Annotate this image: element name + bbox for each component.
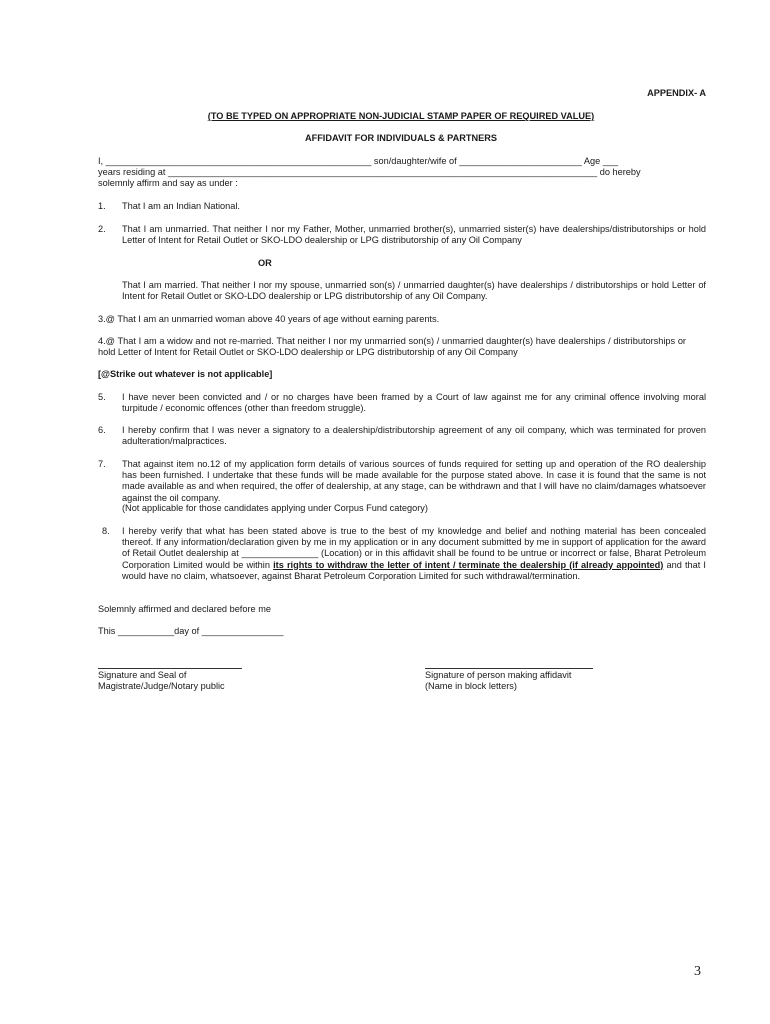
item-4-text: 4.@ That I am a widow and not re-married. That neither I nor my unmarried son(s) / unmarried daughter(s) have dealerships / distributorships or hold Letter of Intent for Retail Outlet or SKO-LDO dealership or LPG distributorship of any Oil Company [98,336,686,358]
item-2-text: That I am unmarried. That neither I nor my Father, Mother, unmarried brother(s), unmarried sister(s) have dealerships/distributorships or hold Letter of Intent for Retail Outlet or SKO-LDO dealership or LPG distributorship of any Oil Company [122,224,706,246]
left-signature-label-1: Signature and Seal of [98,670,187,680]
item-1-number: 1. [98,201,106,211]
strike-out-note: [@Strike out whatever is not applicable] [98,369,273,379]
item-6-text: I hereby confirm that I was never a signatory to a dealership/distributorship agreement of any oil company, which was terminated for proven adulteration/malpractices. [122,425,706,447]
affidavit-title: AFFIDAVIT FOR INDIVIDUALS & PARTNERS [304,133,498,143]
stamp-paper-note: (TO BE TYPED ON APPROPRIATE NON-JUDICIAL STAMP PAPER OF REQUIRED VALUE) [207,111,595,121]
item-8-bold-clause: its rights to withdraw the letter of intent / terminate the dealership (if already appointed) [273,559,664,570]
item-7-note: (Not applicable for those candidates applying under Corpus Fund category) [122,503,428,513]
intro-line-2: years residing at ____________________________________________________________________________________ do hereby [98,167,641,177]
item-5-text: I have never been convicted and / or no charges have been framed by a Court of law against me for any criminal offence involving moral turpitude / economic offences (other than freedom struggle). [122,392,706,414]
right-signature-label-1: Signature of person making affidavit [425,670,572,680]
item-5-number: 5. [98,392,106,402]
item-8-number: 8. [102,526,110,536]
item-7-text: That against item no.12 of my application form details of various sources of funds required for setting up and operation of the RO dealership has been furnished. I undertake that these funds will be made available for the purpose stated above. In case it is found that the same is not made available as and when required, the offer of dealership, at any stage, can be withdrawn and that I will have no claim/damages whatsoever against the oil company. [122,459,706,503]
right-signature-label-2: (Name in block letters) [425,681,517,691]
page-number: 3 [694,964,701,979]
date-line: This ___________day of ________________ [98,626,284,636]
appendix-label: APPENDIX- A [647,88,706,98]
item-6-number: 6. [98,425,106,435]
intro-line-1: I, ____________________________________________________ son/daughter/wife of ________________________ Age ___ [98,156,619,166]
item-8-text [122,526,706,582]
item-1-text: That I am an Indian National. [122,201,240,211]
left-signature-line [98,668,242,669]
item-8-text-b: and that I would have no claim, whatsoever, against Bharat Petroleum Corporation Limited for such withdrawal/termination. [122,559,706,581]
affirmed-statement: Solemnly affirmed and declared before me [98,604,271,614]
or-separator: OR [258,258,272,268]
item-3-text: 3.@ That I am an unmarried woman above 40 years of age without earning parents. [98,314,440,324]
right-signature-line [425,668,593,669]
intro-line-3: solemnly affirm and say as under : [98,178,238,188]
item-2-number: 2. [98,224,106,234]
item-2b-text: That I am married. That neither I nor my spouse, unmarried son(s) / unmarried daughter(s) have dealerships / distributorships or hold Letter of Intent for Retail Outlet or SKO-LDO dealership or LPG distributorship of any Oil Company. [122,280,706,302]
item-7-number: 7. [98,459,106,469]
left-signature-label-2: Magistrate/Judge/Notary public [98,681,225,691]
item-8-text-a: I hereby verify that what has been stated above is true to the best of my knowledge and belief and nothing material has been concealed thereof. If any information/declaration given by me in my application or in any document submitted by me in support of application for the award of Retail Outlet dealership at _______________ (Location) or in this affidavit shall be found to be untrue or incorrect or false, Bharat Petroleum Corporation Limited would be within [122,526,706,570]
